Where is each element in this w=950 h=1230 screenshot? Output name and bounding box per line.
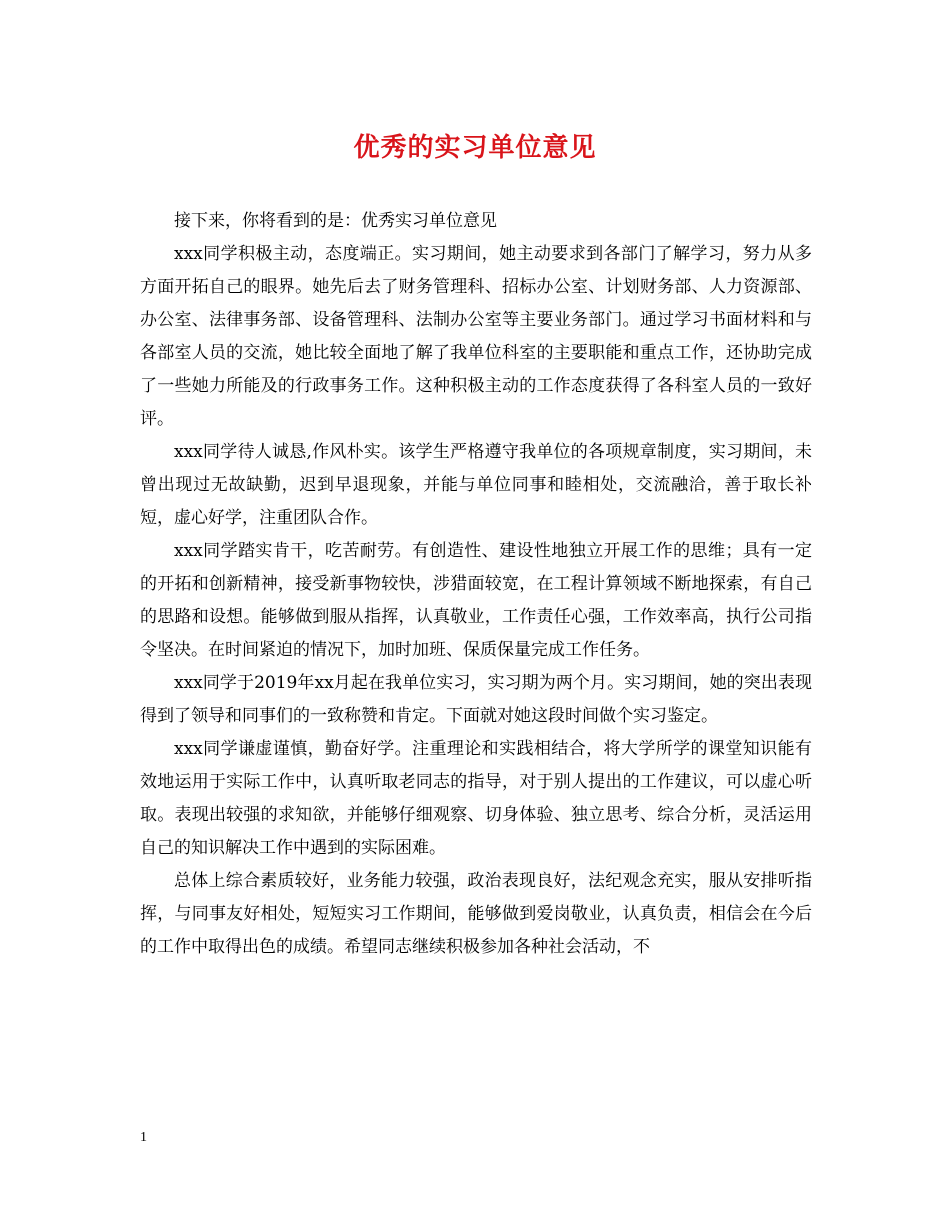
document-body xyxy=(140,205,812,964)
page-number: 1 xyxy=(140,1130,147,1145)
paragraph-5: xxx同学谦虚谨慎，勤奋好学。注重理论和实践相结合，将大学所学的课堂知识能有效地运用于实际工作中，认真听取老同志的指导，对于别人提出的工作建议，可以虚心听取。表现出较强的求知欲，并能够仔细观察、切身体验、独立思考、综合分析，灵活运用自己的知识解决工作中遇到的实际困难。 xyxy=(140,739,812,858)
paragraph-1: xxx同学积极主动，态度端正。实习期间，她主动要求到各部门了解学习，努力从多方面开拓自己的眼界。她先后去了财务管理科、招标办公室、计划财务部、人力资源部、办公室、法律事务部、设备管理科、法制办公室等主要业务部门。通过学习书面材料和与各部室人员的交流，她比较全面地了解了我单位科室的主要职能和重点工作，还协助完成了一些她力所能及的行政事务工作。这种积极主动的工作态度获得了各科室人员的一致好评。 xyxy=(140,244,812,429)
paragraph-6: 总体上综合素质较好，业务能力较强，政治表现良好，法纪观念充实，服从安排听指挥，与同事友好相处，短短实习工作期间，能够做到爱岗敬业，认真负责，相信会在今后的工作中取得出色的成绩。希望同志继续积极参加各种社会活动，不 xyxy=(140,871,812,957)
document-title: 优秀的实习单位意见 xyxy=(353,133,597,163)
paragraph-4: xxx同学于2019年xx月起在我单位实习，实习期为两个月。实习期间，她的突出表现得到了领导和同事们的一致称赞和肯定。下面就对她这段时间做个实习鉴定。 xyxy=(140,673,812,726)
paragraph-3: xxx同学踏实肯干，吃苦耐劳。有创造性、建设性地独立开展工作的思维；具有一定的开拓和创新精神，接受新事物较快，涉猎面较宽，在工程计算领域不断地探索，有自己的思路和设想。能够做到服从指挥，认真敬业，工作责任心强，工作效率高，执行公司指令坚决。在时间紧迫的情况下，加时加班、保质保量完成工作任务。 xyxy=(140,541,812,660)
paragraph-2: xxx同学待人诚恳,作风朴实。该学生严格遵守我单位的各项规章制度，实习期间，未曾出现过无故缺勤，迟到早退现象，并能与单位同事和睦相处，交流融洽，善于取长补短，虚心好学，注重团队合作。 xyxy=(140,442,812,528)
paragraph-intro: 接下来，你将看到的是：优秀实习单位意见 xyxy=(174,211,497,231)
